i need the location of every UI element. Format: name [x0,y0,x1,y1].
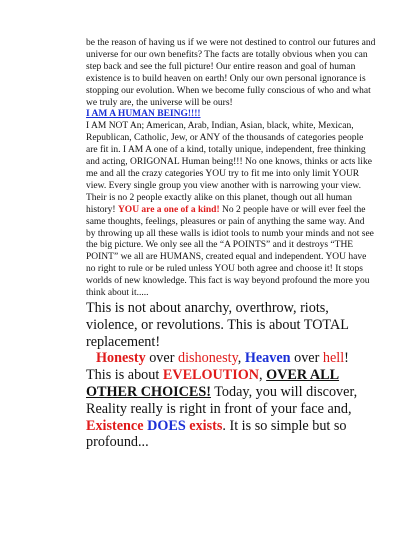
section-heading: I AM A HUMAN BEING!!!! [86,109,201,120]
paragraph-intro: be the reason of having us if we were not destined to control our futures and universe for our own benefits? The facts are totally obvious when you can step back and see the full picture! Our entire reason and goal of human existence is to build heaven on earth! Only our own personal ignorance is stopping our evolution. When we become fully conscious of who and what we truly are, the universe will be ours! [86,38,376,108]
comma-1: , [237,350,245,367]
word-dishonesty: dishonesty [177,350,238,367]
word-existence: Existence [86,417,144,434]
word-hell: hell [322,350,345,367]
word-eveloution: EVELOUTION [162,367,260,384]
over-all-choices: OVER ALL OTHER CHOICES! [86,367,340,400]
paragraph-text-a: I AM NOT An; American, Arab, Indian, Asian, black, white, Mexican, Republican, Catholic, Jew, or ANY of the thousands of categories people are fit in. I AM A one of a kind, totally unique, independent, free thinking and acting, ORIGONAL Human being!!! No one knows, thinks or acts like me and all the crazy categories YOU try to fit me into only limit YOUR view. Every single group you view another with is narrowing your view. Their is no 2 people exactly alike on this planet, though out all human history! [86,121,372,215]
word-does: DOES [143,417,186,434]
statement-replacement: This is not about anarchy, overthrow, riots, violence, or revolutions. This is about TOTAL replacement! [86,299,349,350]
comma-2: , [259,367,267,384]
text-today: Today, you will discover, Reality really is right in front of your face and, [86,383,358,417]
word-honesty: Honesty [96,350,146,367]
statement-evolution [86,367,376,451]
word-heaven: Heaven [244,350,291,367]
text-simple-profound: . It is so simple but so profound... [86,417,347,451]
paragraph-human-being [86,121,376,300]
word-exists: exists [185,417,223,434]
text-this-is-about: This is about [86,367,163,384]
document-page [86,38,376,451]
paragraph-text-b: No 2 people have or will ever feel the same thoughts, feelings, pleasures or pain of anything the same way. And by throwing up all these walls is idiot tools to numb your minds and not see the big picture. We only see all the “A POINTS” and it destroys “THE POINT” we all are HUMANS, created equal and independent. YOU have no right to rule or be ruled unless YOU both agree and choose it! It stops worlds of new knowledge. This fact is way beyond profound the more you think about it..... [86,204,374,299]
word-over-2: over [290,350,323,367]
statement-honesty [86,350,376,367]
word-over-1: over [145,350,178,367]
one-of-a-kind-emphasis: YOU are a one of a kind! [117,204,220,215]
exclamation: ! [344,350,349,367]
